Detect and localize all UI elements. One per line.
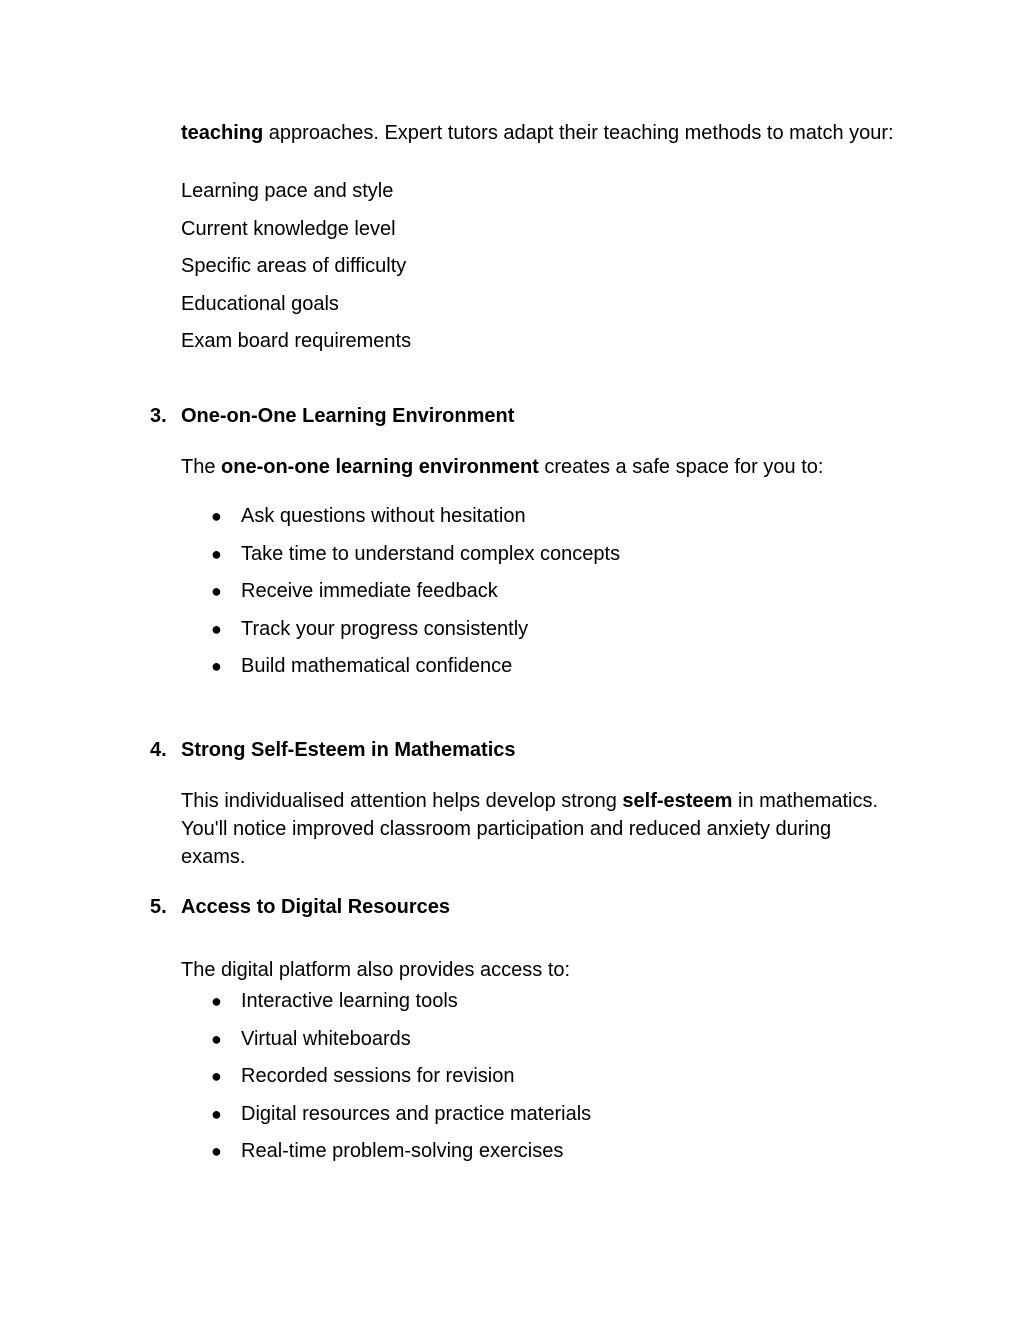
adapt-item: Learning pace and style xyxy=(181,180,394,202)
list-item-text: Interactive learning tools xyxy=(241,990,458,1012)
section-title: Access to Digital Resources xyxy=(181,896,450,918)
list-item-text: Recorded sessions for revision xyxy=(241,1065,515,1087)
list-item xyxy=(211,615,528,643)
section-number: 4. xyxy=(150,739,167,761)
section-title: Strong Self-Esteem in Mathematics xyxy=(181,739,516,761)
bullet-icon: ● xyxy=(211,1141,222,1161)
list-item-text: Real-time problem-solving exercises xyxy=(241,1140,564,1162)
adapt-item: Educational goals xyxy=(181,293,339,315)
paragraph-bold: self-esteem xyxy=(622,790,733,812)
paragraph-text: The xyxy=(181,456,222,478)
section-4-heading xyxy=(150,736,516,764)
list-item-text: Receive immediate feedback xyxy=(241,580,498,602)
list-item xyxy=(211,652,512,680)
list-item xyxy=(211,987,458,1015)
list-item xyxy=(211,1062,514,1090)
section-title: One-on-One Learning Environment xyxy=(181,405,515,427)
bullet-icon: ● xyxy=(211,506,222,526)
list-item-text: Digital resources and practice materials xyxy=(241,1103,592,1125)
section-number: 5. xyxy=(150,896,167,918)
bullet-icon: ● xyxy=(211,619,222,639)
list-item xyxy=(211,1100,591,1128)
section-4-paragraph xyxy=(181,787,901,871)
intro-paragraph xyxy=(181,119,921,147)
list-item xyxy=(211,540,620,568)
section-3-paragraph xyxy=(181,453,823,481)
list-item-text: Take time to understand complex concepts xyxy=(241,543,621,565)
bullet-icon: ● xyxy=(211,1104,222,1124)
adapt-item: Specific areas of difficulty xyxy=(181,255,407,277)
adapt-item: Current knowledge level xyxy=(181,218,396,240)
bullet-icon: ● xyxy=(211,1029,222,1049)
bullet-icon: ● xyxy=(211,991,222,1011)
section-number: 3. xyxy=(150,405,167,427)
bullet-icon: ● xyxy=(211,581,222,601)
list-item-text: Virtual whiteboards xyxy=(241,1028,411,1050)
section-5-paragraph: The digital platform also provides access to: xyxy=(181,959,571,981)
bullet-icon: ● xyxy=(211,656,222,676)
list-item-text: Track your progress consistently xyxy=(241,618,529,640)
paragraph-bold: one-on-one learning environment xyxy=(221,456,539,478)
intro-text: approaches. Expert tutors adapt their teaching methods to match your: xyxy=(263,122,894,144)
list-item xyxy=(211,502,526,530)
list-item-text: Build mathematical confidence xyxy=(241,655,513,677)
list-item xyxy=(211,1137,563,1165)
intro-bold: teaching xyxy=(181,122,264,144)
section-5-heading xyxy=(150,893,450,921)
paragraph-text: This individualised attention helps develop strong xyxy=(181,790,623,812)
paragraph-text: creates a safe space for you to: xyxy=(538,456,824,478)
list-item-text: Ask questions without hesitation xyxy=(241,505,526,527)
adapt-item: Exam board requirements xyxy=(181,330,412,352)
section-3-heading xyxy=(150,402,514,430)
list-item xyxy=(211,577,498,605)
paragraph-text: in mathematics. You'll notice improved classroom participation and reduced anxiety during exams. xyxy=(181,790,879,868)
list-item xyxy=(211,1025,411,1053)
bullet-icon: ● xyxy=(211,1066,222,1086)
bullet-icon: ● xyxy=(211,544,222,564)
